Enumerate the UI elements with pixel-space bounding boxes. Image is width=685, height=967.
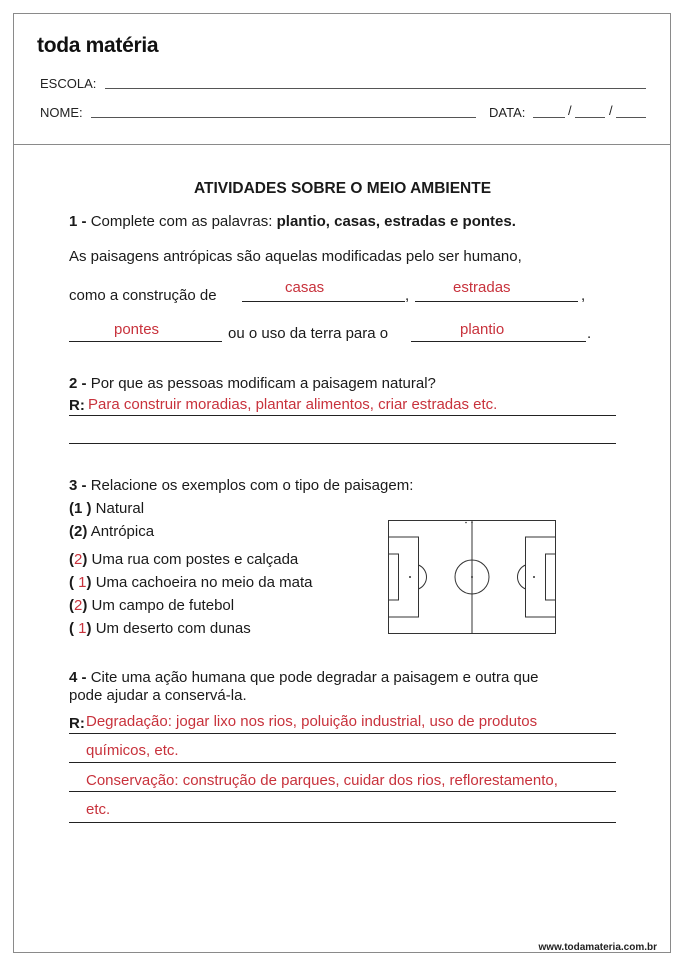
answer-line[interactable]	[69, 415, 616, 416]
item-answer[interactable]: 1	[78, 574, 87, 591]
word-bank: plantio, casas, estradas e pontes.	[276, 213, 516, 230]
name-label: NOME:	[40, 105, 83, 120]
option-number: (1 )	[69, 500, 92, 517]
comma: ,	[581, 287, 586, 304]
date-separator: /	[568, 103, 572, 118]
item-text: Um campo de futebol	[91, 597, 235, 614]
question-1	[69, 213, 516, 230]
question-number: 3 -	[69, 477, 87, 494]
question-number: 1 -	[69, 213, 87, 230]
date-separator: /	[609, 103, 613, 118]
page-title: ATIVIDADES SOBRE O MEIO AMBIENTE	[193, 180, 492, 197]
answer-plantio: plantio	[460, 321, 505, 338]
question-3	[69, 477, 413, 494]
item-text: Uma cachoeira no meio da mata	[95, 574, 313, 591]
list-item: ( 1) Um deserto com dunas	[69, 620, 251, 637]
question-1-line-3: ou o uso da terra para o	[228, 325, 389, 342]
answer-line[interactable]	[69, 762, 616, 763]
question-4-line-2: pode ajudar a conservá-la.	[69, 687, 247, 704]
blank-estradas[interactable]	[415, 301, 578, 302]
option-label: Antrópica	[90, 523, 155, 540]
list-item: ( 1) Uma cachoeira no meio da mata	[69, 574, 313, 591]
item-answer[interactable]: 2	[74, 597, 83, 614]
header	[14, 14, 670, 145]
period: .	[587, 325, 592, 342]
item-answer[interactable]: 1	[78, 620, 87, 637]
question-1-line-1: As paisagens antrópicas são aquelas modificadas pelo ser humano,	[69, 248, 522, 265]
date-label: DATA:	[489, 105, 526, 120]
answer-text: etc.	[86, 801, 111, 818]
item-answer[interactable]: 2	[74, 551, 83, 568]
date-month-field[interactable]	[575, 117, 605, 118]
school-label: ESCOLA:	[40, 76, 97, 91]
list-item: (2) Uma rua com postes e calçada	[69, 551, 299, 568]
answer-label: R:	[69, 397, 85, 414]
item-text: Uma rua com postes e calçada	[91, 551, 299, 568]
answer-estradas: estradas	[453, 279, 511, 296]
blank-pontes[interactable]	[69, 341, 222, 342]
answer-text: Degradação: jogar lixo nos rios, poluição industrial, uso de produtos	[86, 713, 538, 730]
blank-casas[interactable]	[242, 301, 405, 302]
date-year-field[interactable]	[616, 117, 646, 118]
question-number: 2 -	[69, 375, 87, 392]
answer-text: químicos, etc.	[86, 742, 179, 759]
question-4	[69, 669, 539, 686]
answer-line[interactable]	[69, 822, 616, 823]
question-text: Cite uma ação humana que pode degradar a paisagem e outra que	[90, 669, 539, 686]
blank-plantio[interactable]	[411, 341, 586, 342]
question-text: Por que as pessoas modificam a paisagem natural?	[90, 375, 436, 392]
question-2	[69, 375, 436, 392]
question-text: Relacione os exemplos com o tipo de paisagem:	[90, 477, 414, 494]
question-number: 4 -	[69, 669, 87, 686]
question-1-line-2: como a construção de	[69, 287, 217, 304]
answer-text: Para construir moradias, plantar alimentos, criar estradas etc.	[88, 396, 498, 413]
logo: toda matéria	[37, 34, 159, 57]
answer-label: R:	[69, 715, 85, 732]
item-text: Um deserto com dunas	[95, 620, 251, 637]
option-label: Natural	[95, 500, 145, 517]
footer-url: www.todamateria.com.br	[538, 942, 657, 953]
list-item: (2) Um campo de futebol	[69, 597, 235, 614]
option-number: (2)	[69, 523, 88, 540]
comma: ,	[405, 287, 410, 304]
option-natural	[69, 500, 144, 517]
answer-pontes: pontes	[114, 321, 160, 338]
option-antropica	[69, 523, 154, 540]
date-day-field[interactable]	[533, 117, 565, 118]
name-field[interactable]	[91, 117, 476, 118]
school-field[interactable]	[105, 88, 646, 89]
soccer-field-icon	[388, 520, 556, 634]
answer-line[interactable]	[69, 443, 616, 444]
question-text: Complete com as palavras:	[90, 213, 273, 230]
answer-line[interactable]	[69, 791, 616, 792]
answer-text: Conservação: construção de parques, cuidar dos rios, reflorestamento,	[86, 772, 558, 789]
answer-line[interactable]	[69, 733, 616, 734]
answer-casas: casas	[285, 279, 325, 296]
